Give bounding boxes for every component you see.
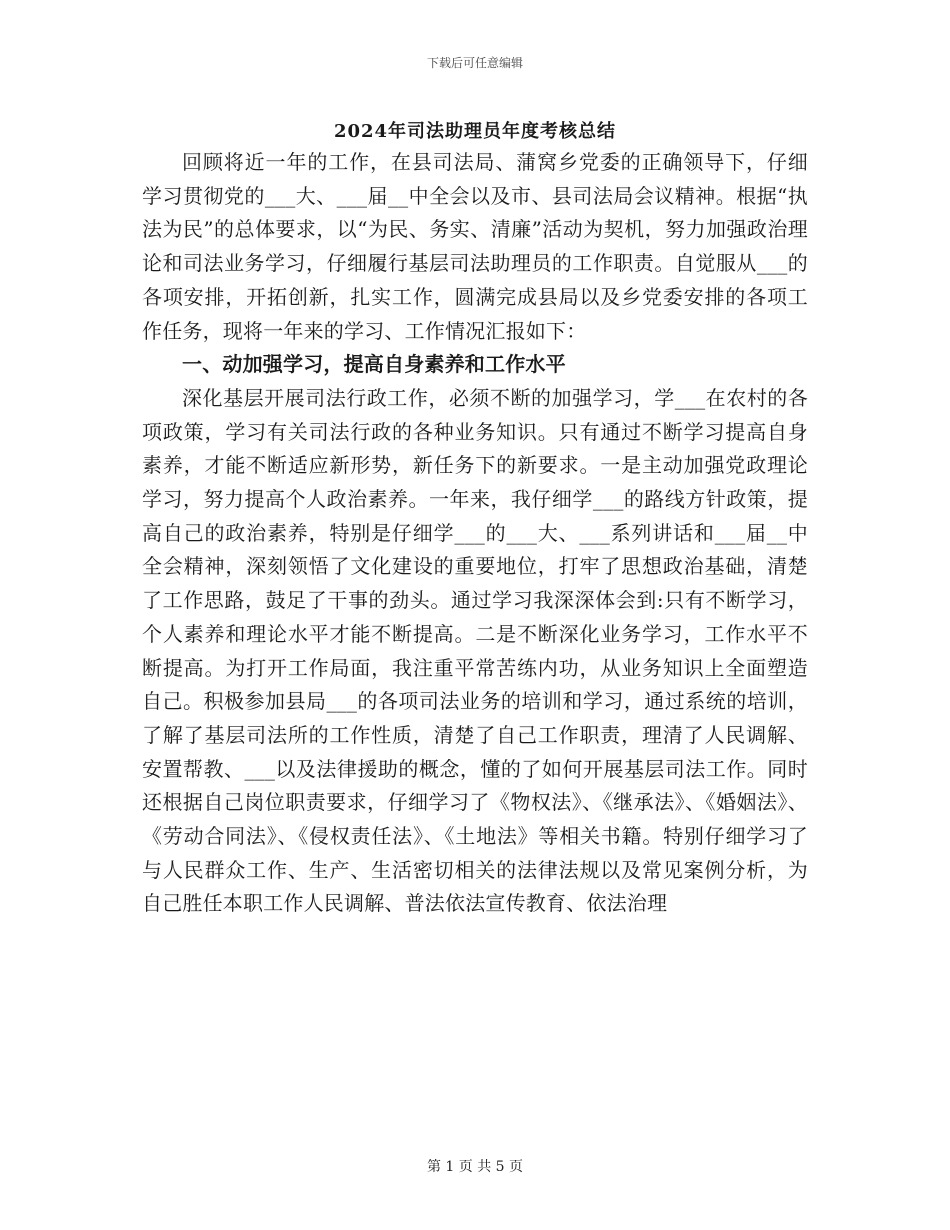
- paragraph-section-1: 深化基层开展司法行政工作，必须不断的加强学习，学___在农村的各项政策，学习有关司法行政的各种业务知识。只有通过不断学习提高自身素养，才能不断适应新形势，新任务下的新要求。一是主动加强党政理论学习，努力提高个人政治素养。一年来，我仔细学___的路线方针政策，提高自己的政治素养，特别是仔细学___的___大、___系列讲话和___届__中全会精神，深刻领悟了文化建设的重要地位，打牢了思想政治基础，清楚了工作思路，鼓足了干事的劲头。通过学习我深深体会到:只有不断学习，个人素养和理论水平才能不断提高。二是不断深化业务学习，工作水平不断提高。为打开工作局面，我注重平常苦练内功，从业务知识上全面塑造自己。积极参加县局___的各项司法业务的培训和学习，通过系统的培训，了解了基层司法所的工作性质，清楚了自己工作职责，理清了人民调解、安置帮教、___以及法律援助的概念，懂的了如何开展基层司法工作。同时还根据自己岗位职责要求，仔细学习了《物权法》、《继承法》、《婚姻法》、《劳动合同法》、《侵权责任法》、《土地法》等相关书籍。特别仔细学习了与人民群众工作、生产、生活密切相关的法律法规以及常见案例分析，为自己胜任本职工作人民调解、普法依法宣传教育、依法治理: [142, 385, 808, 916]
- document-body: [142, 146, 808, 921]
- paragraph-intro: 回顾将近一年的工作，在县司法局、蒲窝乡党委的正确领导下，仔细学习贯彻党的___大、___届__中全会以及市、县司法局会议精神。根据“执法为民”的总体要求，以“为民、务实、清廉”活动为契机，努力加强政治理论和司法业务学习，仔细履行基层司法助理员的工作职责。自觉服从___的各项安排，开拓创新，扎实工作，圆满完成县局以及乡党委安排的各项工作任务，现将一年来的学习、工作情况汇报如下：: [142, 150, 808, 343]
- header-note: 下载后可任意编辑: [426, 56, 523, 70]
- section-heading-1: 一、动加强学习，提高自身素养和工作水平: [182, 352, 566, 377]
- page-indicator: 第 1 页 共 5 页: [426, 1159, 524, 1175]
- document-title: 2024年司法助理员年度考核总结: [333, 121, 617, 142]
